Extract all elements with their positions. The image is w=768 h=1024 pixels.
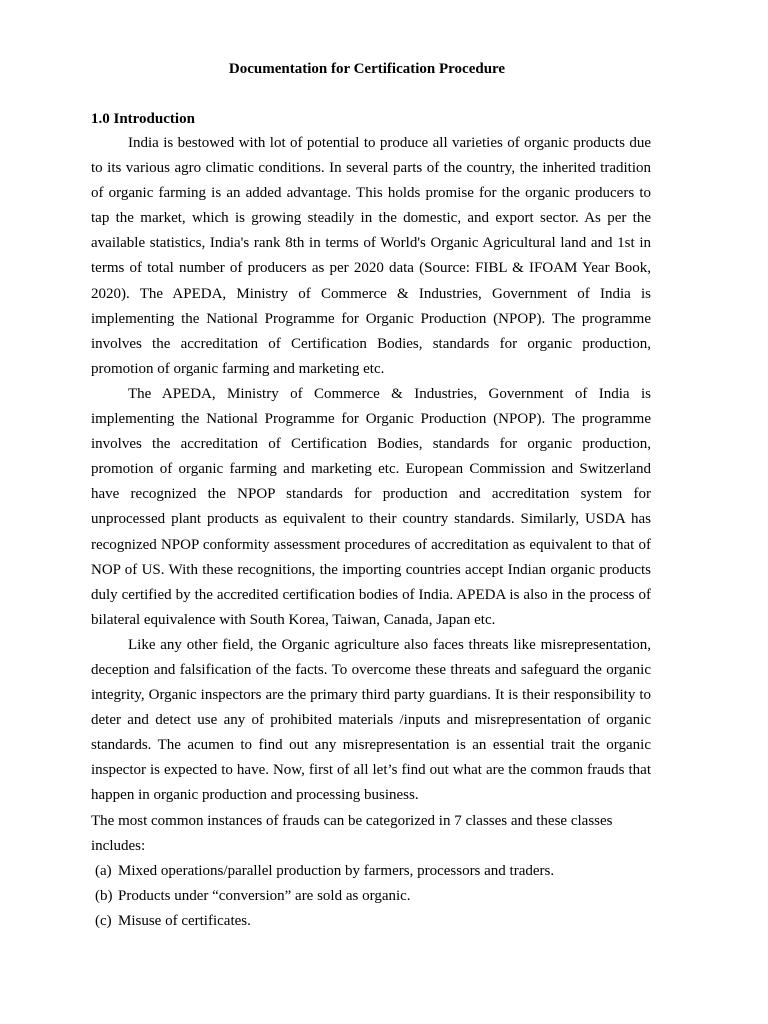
list-item-text: Products under “conversion” are sold as organic. (118, 887, 411, 904)
paragraph: India is bestowed with lot of potential to produce all varieties of organic products due to its various agro climatic conditions. In several parts of the country, the inherited tradition of organic farming is an added advantage. This holds promise for the organic producers to tap the market, which is growing steadily in the domestic, and export sector. As per the available statistics, India's rank 8th in terms of World's Organic Agricultural land and 1st in terms of total number of producers as per 2020 data (Source: FIBL & IFOAM Year Book, 2020). The APEDA, Ministry of Commerce & Industries, Government of India is implementing the National Programme for Organic Production (NPOP). The programme involves the accreditation of Certification Bodies, standards for organic production, promotion of organic farming and marketing etc. (91, 135, 651, 377)
document-title: Documentation for Certification Procedure (228, 61, 506, 77)
section-heading: 1.0 Introduction (91, 111, 195, 127)
paragraph: The APEDA, Ministry of Commerce & Industries, Government of India is implementing the National Programme for Organic Production (NPOP). The programme involves the accreditation of Certification Bodies, standards for organic production, promotion of organic farming and marketing etc. European Commission and Switzerland have recognized the NPOP standards for production and accreditation system for unprocessed plant products as equivalent to their country standards. Similarly, USDA has recognized NPOP conformity assessment procedures of accreditation as equivalent to that of NOP of US. With these recognitions, the importing countries accept Indian organic products duly certified by the accredited certification bodies of India. APEDA is also in the process of bilateral equivalence with South Korea, Taiwan, Canada, Japan etc. (91, 385, 651, 628)
list-item-text: Misuse of certificates. (118, 912, 251, 929)
fraud-list (91, 859, 651, 934)
document-body (91, 131, 651, 934)
list-marker: (b) (95, 887, 113, 904)
list-marker: (a) (95, 862, 112, 879)
list-item (91, 859, 651, 884)
paragraph: Like any other field, the Organic agriculture also faces threats like misrepresentation, deception and falsification of the facts. To overcome these threats and safeguard the organic integrity, Organic inspectors are the primary third party guardians. It is their responsibility to deter and detect use any of prohibited materials /inputs and misrepresentation of organic standards. The acumen to find out any misrepresentation is an essential trait the organic inspector is expected to have. Now, first of all let’s find out what are the common frauds that happen in organic production and processing business. (91, 636, 651, 804)
list-item-text: Mixed operations/parallel production by farmers, processors and traders. (118, 862, 555, 879)
list-item (91, 909, 651, 934)
list-marker: (c) (95, 912, 112, 929)
list-item (91, 884, 651, 909)
list-intro: The most common instances of frauds can be categorized in 7 classes and these classes includes: (91, 812, 613, 854)
